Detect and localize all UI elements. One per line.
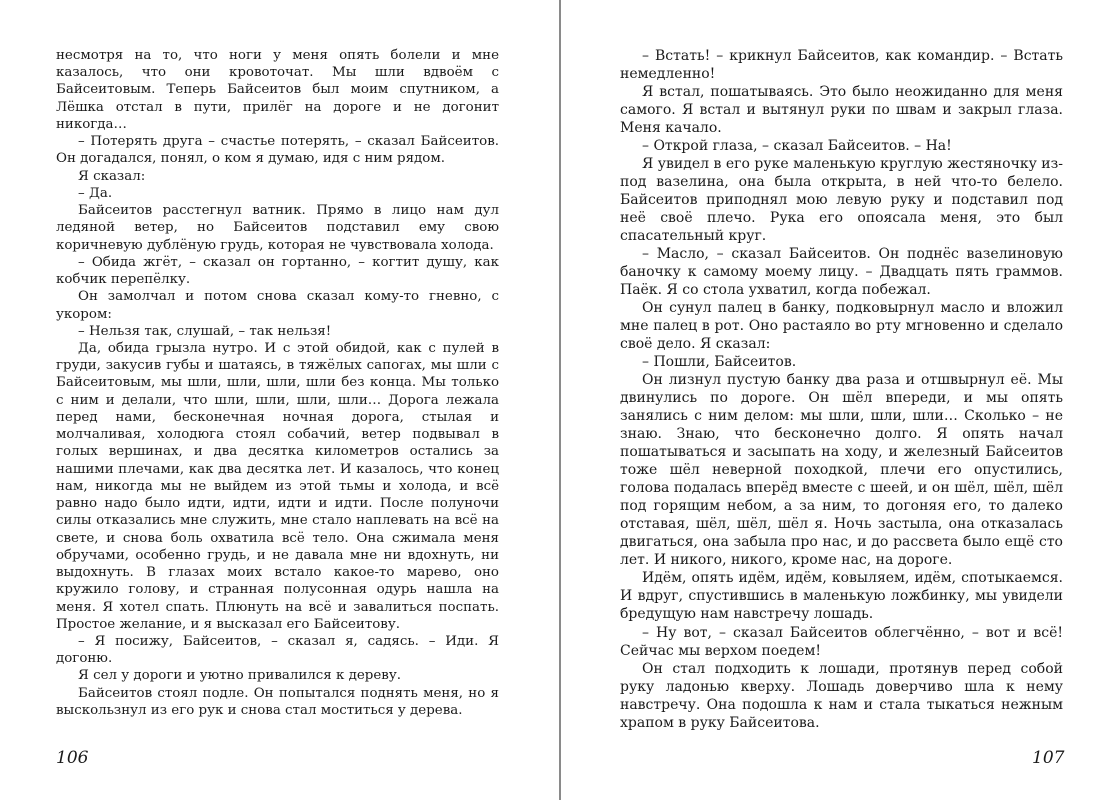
paragraph: – Масло, – сказал Байсеитов. Он поднёс вазелиновую баночку к самому моему лицу. – Двадцать пять граммов. Паёк. Я со стола ухватил, когда побежал. xyxy=(620,246,1063,299)
paragraph: – Да. xyxy=(78,185,113,201)
paragraph: Он сунул палец в банку, подковырнул масло и вложил мне палец в рот. Оно растаяло во рту мгновенно и сделало своё дело. Я сказал: xyxy=(620,300,1063,353)
paragraph: – Я посижу, Байсеитов, – сказал я, садясь. – Иди. Я догоню. xyxy=(56,633,499,667)
paragraph: Я увидел в его руке маленькую круглую жестяночку из-под вазелина, она была открыта, в ней что-то белело. Байсеитов приподнял мою левую руку и подставил под неё своё плечо. Рука его опоясала меня, это был спасательный круг. xyxy=(620,156,1063,245)
paragraph: – Обида жгёт, – сказал он гортанно, – когтит душу, как кобчик перепёлку. xyxy=(56,254,499,288)
paragraph: Он лизнул пустую банку два раза и отшвырнул её. Мы двинулись по дороге. Он шёл впереди, и мы опять занялись с ним делом: мы шли, шли, шли… Сколько – не знаю. Знаю, что бесконечно долго. Я опять начал пошатываться и засыпать на ходу, и железный Байсеитов тоже шёл неверной походкой, плечи его опустились, голова подалась вперёд вместе с шеей, и он шёл, шёл, шёл под горящим небом, а за ним, то догоняя его, то далеко отставая, шёл, шёл, шёл я. Ночь застыла, она отказалась двигаться, она забыла про нас, и до рассвета было ещё сто лет. И никого, никого, кроме нас, на дороге. xyxy=(620,372,1063,569)
right-page xyxy=(561,0,1119,800)
page-number-left: 106 xyxy=(56,748,89,768)
paragraph: – Пошли, Байсеитов. xyxy=(642,354,797,371)
right-page-text xyxy=(620,47,1063,732)
paragraph: – Нельзя так, слушай, – так нельзя! xyxy=(78,323,332,339)
paragraph: Байсеитов расстегнул ватник. Прямо в лицо нам дул ледяной ветер, но Байсеитов подставил ему свою коричневую дублёную грудь, которая не чувствовала холода. xyxy=(56,203,499,253)
left-page xyxy=(0,0,559,800)
paragraph: несмотря на то, что ноги у меня опять болели и мне казалось, что они кровоточат. Мы шли вдвоём с Байсеитовым. Теперь Байсеитов был моим спутником, а Лёшка отстал в пути, прилёг на дороге и не догонит никогда… xyxy=(56,48,499,132)
paragraph: – Ну вот, – сказал Байсеитов облегчённо, – вот и всё! Сейчас мы верхом поедем! xyxy=(620,624,1063,659)
paragraph: Он стал подходить к лошади, протянув перед собой руку ладонью кверху. Лошадь доверчиво шла к нему навстречу. Она подошла к нам и стала тыкаться нежным храпом в руку Байсеитова. xyxy=(620,660,1063,731)
paragraph: Он замолчал и потом снова сказал кому-то гневно, с укором: xyxy=(56,289,499,322)
paragraph: – Потерять друга – счастье потерять, – сказал Байсеитов. Он догадался, понял, о ком я думаю, идя с ним рядом. xyxy=(56,134,499,167)
paragraph: Я сказал: xyxy=(78,168,146,184)
page-number-right: 107 xyxy=(1032,748,1065,768)
paragraph: Я сел у дороги и уютно привалился к дереву. xyxy=(78,668,401,684)
paragraph: Идём, опять идём, идём, ковыляем, идём, спотыкаемся. И вдруг, спустившись в маленькую ложбинку, мы увидели бредущую нам навстречу лошадь. xyxy=(620,570,1063,623)
paragraph: – Открой глаза, – сказал Байсеитов. – На! xyxy=(642,138,952,155)
left-page-text xyxy=(56,47,499,719)
paragraph: Байсеитов стоял подле. Он попытался поднять меня, но я выскользнул из его рук и снова стал моститься у дерева. xyxy=(56,685,499,718)
paragraph: – Встать! – крикнул Байсеитов, как командир. – Встать немедленно! xyxy=(620,48,1063,83)
paragraph: Я встал, пошатываясь. Это было неожиданно для меня самого. Я встал и вытянул руки по швам и закрыл глаза. Меня качало. xyxy=(620,84,1063,137)
paragraph: Да, обида грызла нутро. И с этой обидой, как с пулей в груди, закусив губы и шатаясь, в тяжёлых сапогах, мы шли с Байсеитовым, мы шли, шли, шли, шли без конца. Мы только с ним и делали, что шли, шли, шли, шли… Дорога лежала перед нами, бесконечная ночная дорога, стылая и молчаливая, холодюга стоял собачий, ветер подвывал в голых вершинах, и два десятка километров остались за нашими плечами, как два десятка лет. И казалось, что конец нам, никогда мы не выйдем из этой тьмы и холода, и всё равно надо было идти, идти, идти и идти. После полуночи силы отказались мне служить, мне стало наплевать на всё на свете, и снова боль охватила всё тело. Она сжимала меня обручами, особенно грудь, и не давала мне ни вдохнуть, ни выдохнуть. В глазах моих встало какое-то марево, оно кружило голову, и странная полусонная одурь нашла на меня. Я хотел спать. Плюнуть на всё и завалиться поспать. Простое желание, и я высказал его Байсеитову. xyxy=(56,340,499,632)
